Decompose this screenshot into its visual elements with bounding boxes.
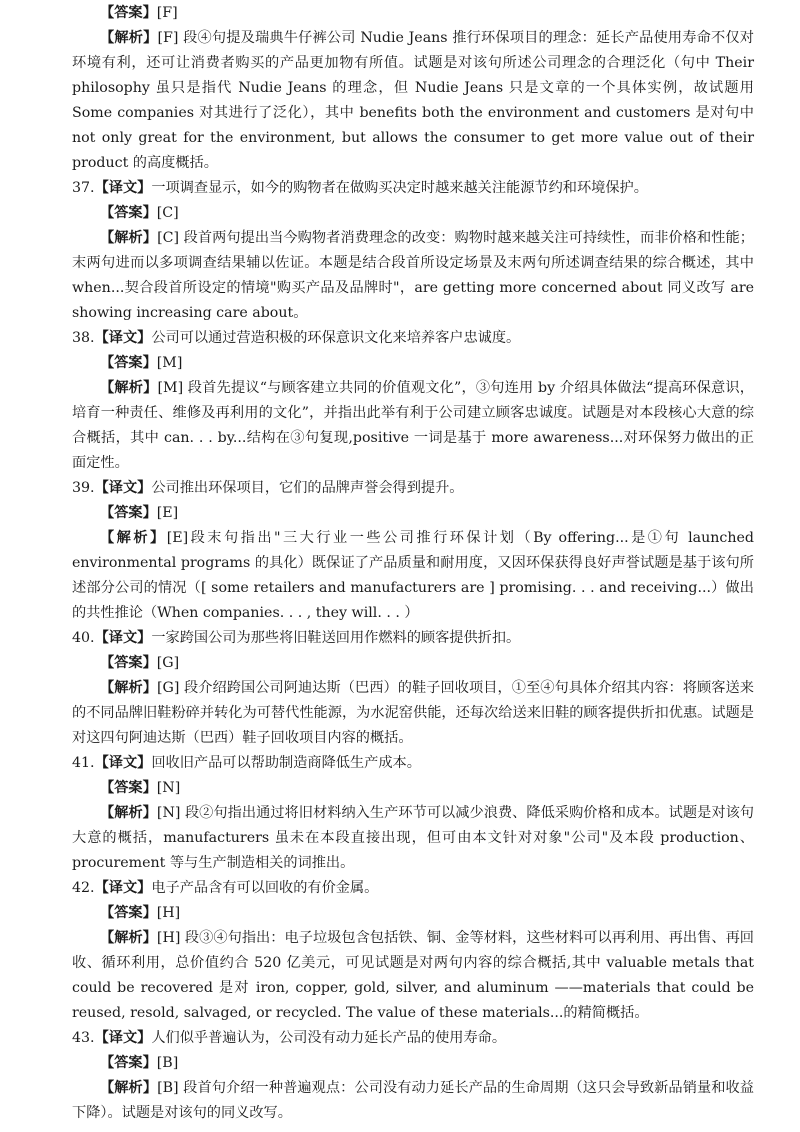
- question-translation: [72, 751, 754, 776]
- analysis-paragraph: [72, 676, 754, 751]
- block-text: [C] 段首两句提出当今购物者消费理念的改变：购物时越来越关注可持续性，而非价格和性能；末两句进而以多项调查结果辅以佐证。本题是结合段首所设定场景及末两句所述调查结果的综合概述，其中 when...契合段首所设定的情境"购买产品及品牌时"，are getting more concerned about 同义改写 are showing increasing care about。: [72, 230, 754, 321]
- block-text: [B] 段首句介绍一种普遍观点：公司没有动力延长产品的生命周期（这只会导致新品销量和收益下降）。试题是对该句的同义改写。: [72, 1080, 754, 1121]
- question-number: 43.: [72, 1030, 95, 1046]
- translation-tag: 【译文】: [94, 880, 152, 896]
- answer-explanations: [72, 0, 754, 1126]
- analysis-paragraph: [72, 26, 754, 176]
- question-translation: [72, 876, 754, 901]
- question-number: 42.: [72, 880, 95, 896]
- block-text: [N]: [156, 780, 181, 796]
- translation-tag: 【译文】: [94, 755, 152, 771]
- translation-tag: 【译文】: [94, 180, 152, 196]
- answer-tag: 【答案】: [100, 780, 157, 796]
- block-text: [F] 段④句提及瑞典牛仔裤公司 Nudie Jeans 推行环保项目的理念：延长产品使用寿命不仅对环境有利，还可让消费者购买的产品更加物有所值。试题是对该句所述公司理念的合理泛化（句中 Their philosophy 虽只是指代 Nudie Jeans 的理念，但 Nudie Jeans 只是文章的一个具体实例，故试题用 Some companies 对其进行了泛化），其中 benefits both the environment and customers 是对句中 not only great for the environment, but allows the consumer to get more value out of their product 的高度概括。: [72, 30, 754, 171]
- analysis-paragraph: [72, 1076, 754, 1126]
- question-number: 40.: [72, 630, 95, 646]
- block-text: [N] 段②句指出通过将旧材料纳入生产环节可以减少浪费、降低采购价格和成本。试题是对该句大意的概括，manufacturers 虽未在本段直接出现，但可由本文针对对象"公司"及本段 production、procurement 等与生产制造相关的词推出。: [72, 805, 754, 871]
- analysis-tag: 【解析】: [100, 380, 158, 396]
- block-text: 电子产品含有可以回收的有价金属。: [151, 880, 379, 896]
- block-text: [H] 段③④句指出：电子垃圾包含包括铁、铜、金等材料，这些材料可以再利用、再出售、再回收、循环利用，总价值约合 520 亿美元，可见试题是对两句内容的综合概括,其中 valuable metals that could be recovered 是对 iron, copper, gold, silver, and aluminum ——materials that could be reused, resold, salvaged, or recycled. The value of these materials...的精简概括。: [72, 930, 754, 1021]
- translation-tag: 【译文】: [94, 480, 152, 496]
- question-translation: [72, 476, 754, 501]
- question-translation: [72, 176, 754, 201]
- block-text: [F]: [156, 5, 178, 21]
- question-translation: [72, 1026, 754, 1051]
- analysis-tag: 【解析】: [100, 680, 158, 696]
- answer-line: [72, 901, 754, 926]
- question-translation: [72, 326, 754, 351]
- block-text: [C]: [156, 205, 179, 221]
- answer-line: [72, 201, 754, 226]
- question-translation: [72, 626, 754, 651]
- answer-tag: 【答案】: [100, 355, 157, 371]
- answer-line: [72, 776, 754, 801]
- analysis-paragraph: [72, 526, 754, 626]
- analysis-paragraph: [72, 226, 754, 326]
- analysis-paragraph: [72, 376, 754, 476]
- block-text: [H]: [156, 905, 181, 921]
- analysis-tag: 【解析】: [100, 1080, 158, 1096]
- translation-tag: 【译文】: [94, 1030, 152, 1046]
- translation-tag: 【译文】: [94, 630, 152, 646]
- analysis-tag: 【解析】: [100, 805, 157, 821]
- answer-tag: 【答案】: [100, 1055, 157, 1071]
- answer-line: [72, 501, 754, 526]
- question-number: 41.: [72, 755, 95, 771]
- analysis-tag: 【解析】: [100, 30, 158, 46]
- analysis-tag: 【解析】: [100, 930, 157, 946]
- block-text: [G] 段介绍跨国公司阿迪达斯（巴西）的鞋子回收项目，①至④句具体介绍其内容：将顾客送来的不同品牌旧鞋粉碎并转化为可替代性能源，为水泥窑供能，还每次给送来旧鞋的顾客提供折扣优惠。试题是对这四句阿迪达斯（巴西）鞋子回收项目内容的概括。: [72, 680, 754, 746]
- question-number: 38.: [72, 330, 95, 346]
- block-text: 公司可以通过营造积极的环保意识文化来培养客户忠诚度。: [151, 330, 521, 346]
- answer-tag: 【答案】: [100, 505, 157, 521]
- answer-tag: 【答案】: [100, 205, 157, 221]
- answer-line: [72, 351, 754, 376]
- answer-tag: 【答案】: [100, 905, 157, 921]
- block-text: [E]: [156, 505, 179, 521]
- block-text: 一家跨国公司为那些将旧鞋送回用作燃料的顾客提供折扣。: [151, 630, 521, 646]
- question-number: 37.: [72, 180, 95, 196]
- answer-line: [72, 1, 754, 26]
- question-number: 39.: [72, 480, 95, 496]
- answer-line: [72, 1051, 754, 1076]
- block-text: [M] 段首先提议“与顾客建立共同的价值观文化”，③句连用 by 介绍具体做法“提高环保意识，培育一种责任、维修及再利用的文化”，并指出此举有利于公司建立顾客忠诚度。试题是对本段核心大意的综合概括，其中 can. . . by...结构在③句复现,positive 一词是基于 more awareness...对环保努力做出的正面定性。: [72, 380, 754, 471]
- block-text: [G]: [156, 655, 180, 671]
- analysis-paragraph: [72, 801, 754, 876]
- block-text: 公司推出环保项目，它们的品牌声誉会得到提升。: [151, 480, 464, 496]
- analysis-tag: 【解析】: [100, 230, 158, 246]
- block-text: [E]段末句指出"三大行业一些公司推行环保计划（By offering...是①句 launched environmental programs 的具化）既保证了产品质量和耐用度，又因环保获得良好声誉试题是基于该句所述部分公司的情况（[ some retailers and manufacturers are ] promising. . . and receiving...）做出的共性推论（When companies. . . , they will. . . ）: [72, 530, 754, 621]
- block-text: [M]: [156, 355, 183, 371]
- answer-tag: 【答案】: [100, 5, 157, 21]
- translation-tag: 【译文】: [94, 330, 152, 346]
- block-text: 人们似乎普遍认为，公司没有动力延长产品的使用寿命。: [151, 1030, 507, 1046]
- analysis-tag: 【解析】: [100, 530, 167, 546]
- block-text: 回收旧产品可以帮助制造商降低生产成本。: [151, 755, 421, 771]
- answer-tag: 【答案】: [100, 655, 157, 671]
- answer-line: [72, 651, 754, 676]
- block-text: 一项调查显示，如今的购物者在做购买决定时越来越关注能源节约和环境保护。: [151, 180, 648, 196]
- block-text: [B]: [156, 1055, 179, 1071]
- analysis-paragraph: [72, 926, 754, 1026]
